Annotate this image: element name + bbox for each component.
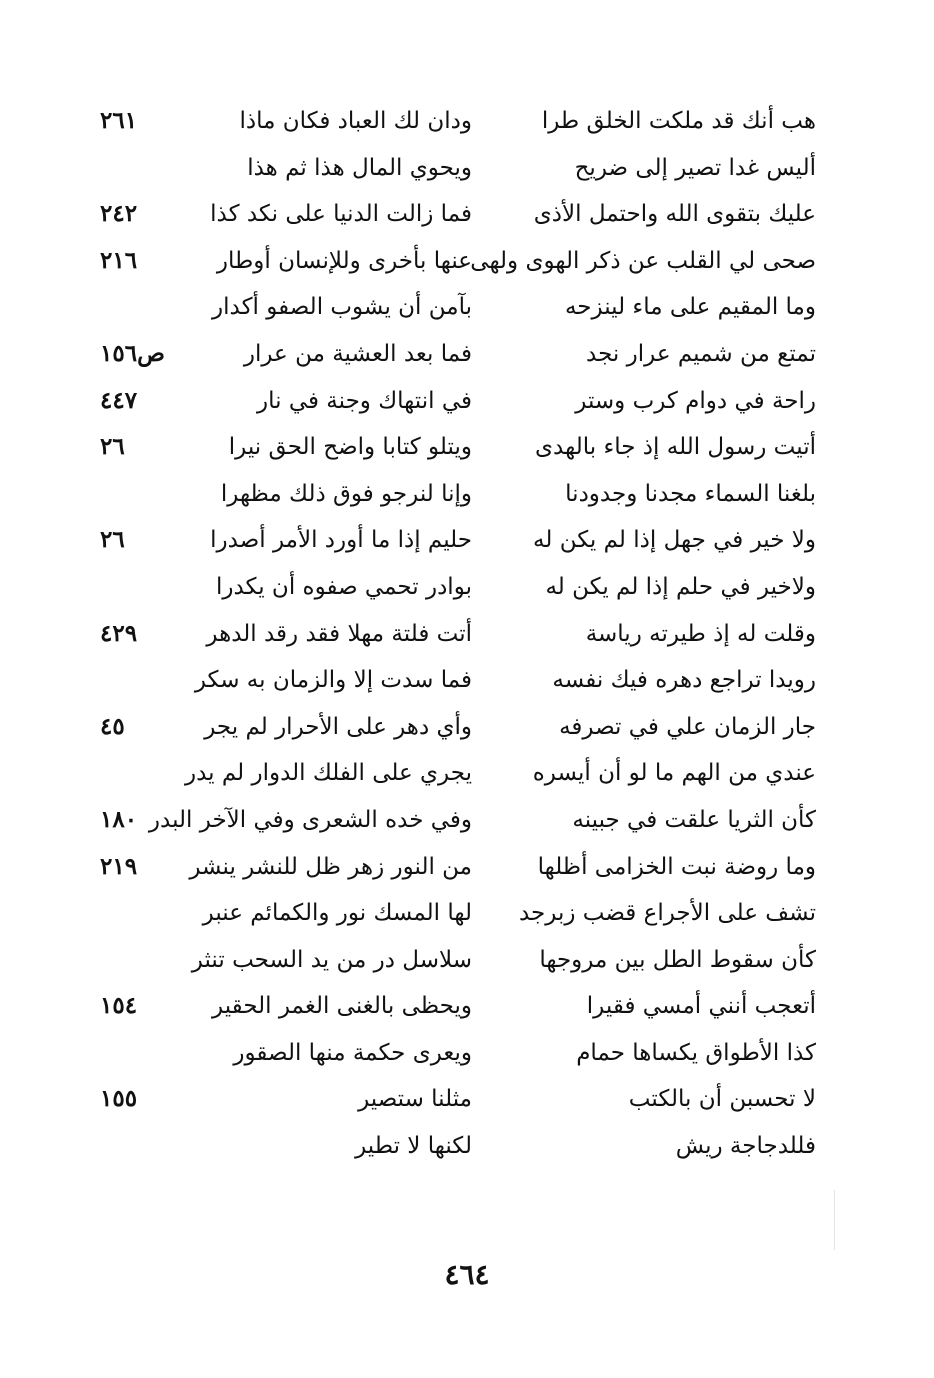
- verse-row: [0, 750, 934, 797]
- verse-row: [0, 890, 934, 937]
- verse-row: [0, 844, 934, 891]
- page-reference: ١٥٤: [100, 992, 138, 1020]
- verse-first-half: ولا خير في جهل إذا لم يكن له: [533, 527, 816, 554]
- verse-second-half: يجري على الفلك الدوار لم يدر: [184, 760, 472, 787]
- verse-first-half: كأن الثريا علقت في جبينه: [572, 806, 816, 833]
- page-reference: ٢١٦: [100, 246, 138, 274]
- verse-second-half: ويحظى بالغنى الغمر الحقير: [212, 993, 472, 1020]
- verse-first-half: راحة في دوام كرب وستر: [575, 387, 816, 414]
- verse-row: [0, 145, 934, 192]
- verse-second-half: ويتلو كتابا واضح الحق نيرا: [228, 434, 472, 461]
- verse-first-half: أتعجب أنني أمسي فقيرا: [586, 993, 816, 1020]
- page-reference: [100, 890, 184, 937]
- page-reference: ٢٦: [100, 526, 125, 554]
- verse-first-half: رويدا تراجع دهره فيك نفسه: [552, 667, 816, 694]
- page-reference: ٤٢٩: [100, 619, 138, 647]
- verse-row: [0, 378, 934, 425]
- verse-first-half: كأن سقوط الطل بين مروجها: [539, 946, 816, 973]
- verse-first-half: بلغنا السماء مجدنا وجدودنا: [565, 480, 816, 507]
- verse-first-half: تمتع من شميم عرار نجد: [586, 340, 816, 367]
- verse-first-half: كذا الأطواق يكساها حمام: [576, 1039, 816, 1066]
- verse-second-half: ويعرى حكمة منها الصقور: [233, 1039, 472, 1066]
- verse-first-half: وما روضة نبت الخزامى أظلها: [537, 853, 816, 880]
- verse-first-half: عندي من الهم ما لو أن أيسره: [532, 760, 816, 787]
- verse-row: [0, 1030, 934, 1077]
- verse-first-half: هب أنك قد ملكت الخلق طرا: [541, 108, 816, 134]
- verse-second-half: لكنها لا تطير: [355, 1133, 472, 1160]
- page-reference: [100, 657, 184, 704]
- page-reference: [100, 750, 184, 797]
- verse-row: [0, 191, 934, 238]
- page-reference: ص١٥٦: [100, 339, 165, 367]
- page-reference: ١٨٠: [100, 805, 138, 833]
- verse-second-half: لها المسك نور والكمائم عنبر: [202, 900, 472, 927]
- verse-second-half: بوادر تحمي صفوه أن يكدرا: [215, 573, 472, 600]
- verse-second-half: سلاسل در من يد السحب تنثر: [191, 946, 472, 973]
- margin-mark: [834, 1190, 835, 1250]
- page-reference: ٢٤٢: [100, 200, 138, 228]
- verse-row: [0, 238, 934, 285]
- verse-first-half: وما المقيم على ماء لينزحه: [564, 294, 816, 321]
- verse-table: [0, 98, 934, 1170]
- verse-first-half: صحى لي القلب عن ذكر الهوى ولهى: [470, 247, 816, 274]
- verse-row: [0, 98, 934, 145]
- page-reference: ٤٤٧: [100, 386, 138, 414]
- verse-second-half: في انتهاك وجنة في نار: [257, 387, 472, 414]
- verse-row: [0, 937, 934, 984]
- page-reference: [100, 145, 184, 192]
- verse-second-half: فما زالت الدنيا على نكد كذا: [210, 201, 472, 228]
- verse-second-half: بآمن أن يشوب الصفو أكدار: [212, 294, 472, 321]
- page-number: ٤٦٤: [444, 1258, 490, 1291]
- page-reference: [100, 564, 184, 611]
- verse-second-half: حليم إذا ما أورد الأمر أصدرا: [210, 527, 472, 554]
- page-reference: ٢٦١: [100, 107, 138, 134]
- page-reference: ٢١٩: [100, 852, 138, 880]
- verse-first-half: فللدجاجة ريش: [675, 1133, 816, 1160]
- verse-second-half: ودان لك العباد فكان ماذا: [239, 108, 472, 134]
- verse-second-half: فما بعد العشية من عرار: [243, 340, 472, 367]
- verse-first-half: ولاخير في حلم إذا لم يكن له: [545, 573, 816, 600]
- verse-first-half: تشف على الأجراع قضب زبرجد: [518, 900, 816, 927]
- verse-second-half: من النور زهر ظل للنشر ينشر: [189, 853, 472, 880]
- verse-row: [0, 331, 934, 378]
- verse-row: [0, 704, 934, 751]
- verse-row: [0, 284, 934, 331]
- page-reference: [100, 284, 184, 331]
- page-reference: [100, 1030, 184, 1077]
- verse-row: [0, 564, 934, 611]
- verse-row: [0, 1076, 934, 1123]
- page-reference: ١٥٥: [100, 1085, 138, 1113]
- verse-second-half: وإنا لنرجو فوق ذلك مظهرا: [220, 480, 472, 507]
- verse-row: [0, 471, 934, 518]
- verse-first-half: أتيت رسول الله إذ جاء بالهدى: [535, 434, 816, 461]
- verse-first-half: أليس غدا تصير إلى ضريح: [574, 154, 816, 181]
- verse-row: [0, 517, 934, 564]
- verse-row: [0, 611, 934, 658]
- verse-first-half: لا تحسبن أن بالكتب: [628, 1086, 816, 1113]
- page-reference: [100, 1123, 184, 1170]
- verse-first-half: عليك بتقوى الله واحتمل الأذى: [533, 201, 816, 228]
- verse-first-half: وقلت له إذ طيرته رياسة: [585, 620, 816, 647]
- verse-row: [0, 983, 934, 1030]
- verse-second-half: وأي دهر على الأحرار لم يجر: [204, 713, 472, 740]
- page-reference: ٢٦: [100, 433, 125, 461]
- verse-second-half: وفي خده الشعرى وفي الآخر البدر: [148, 806, 472, 833]
- verse-second-half: مثلنا ستصير: [358, 1086, 472, 1113]
- verse-row: [0, 657, 934, 704]
- verse-row: [0, 1123, 934, 1170]
- verse-row: [0, 424, 934, 471]
- verse-second-half: عنها بأخرى وللإنسان أوطار: [216, 247, 472, 274]
- page-reference: [100, 471, 184, 518]
- page-reference: [100, 937, 184, 984]
- verse-row: [0, 797, 934, 844]
- verse-first-half: جار الزمان علي في تصرفه: [559, 713, 816, 740]
- verse-second-half: فما سدت إلا والزمان به سكر: [194, 667, 472, 694]
- verse-second-half: ويحوي المال هذا ثم هذا: [247, 154, 472, 181]
- verse-second-half: أتت فلتة مهلا فقد رقد الدهر: [206, 620, 472, 647]
- page-reference: ٤٥: [100, 712, 125, 740]
